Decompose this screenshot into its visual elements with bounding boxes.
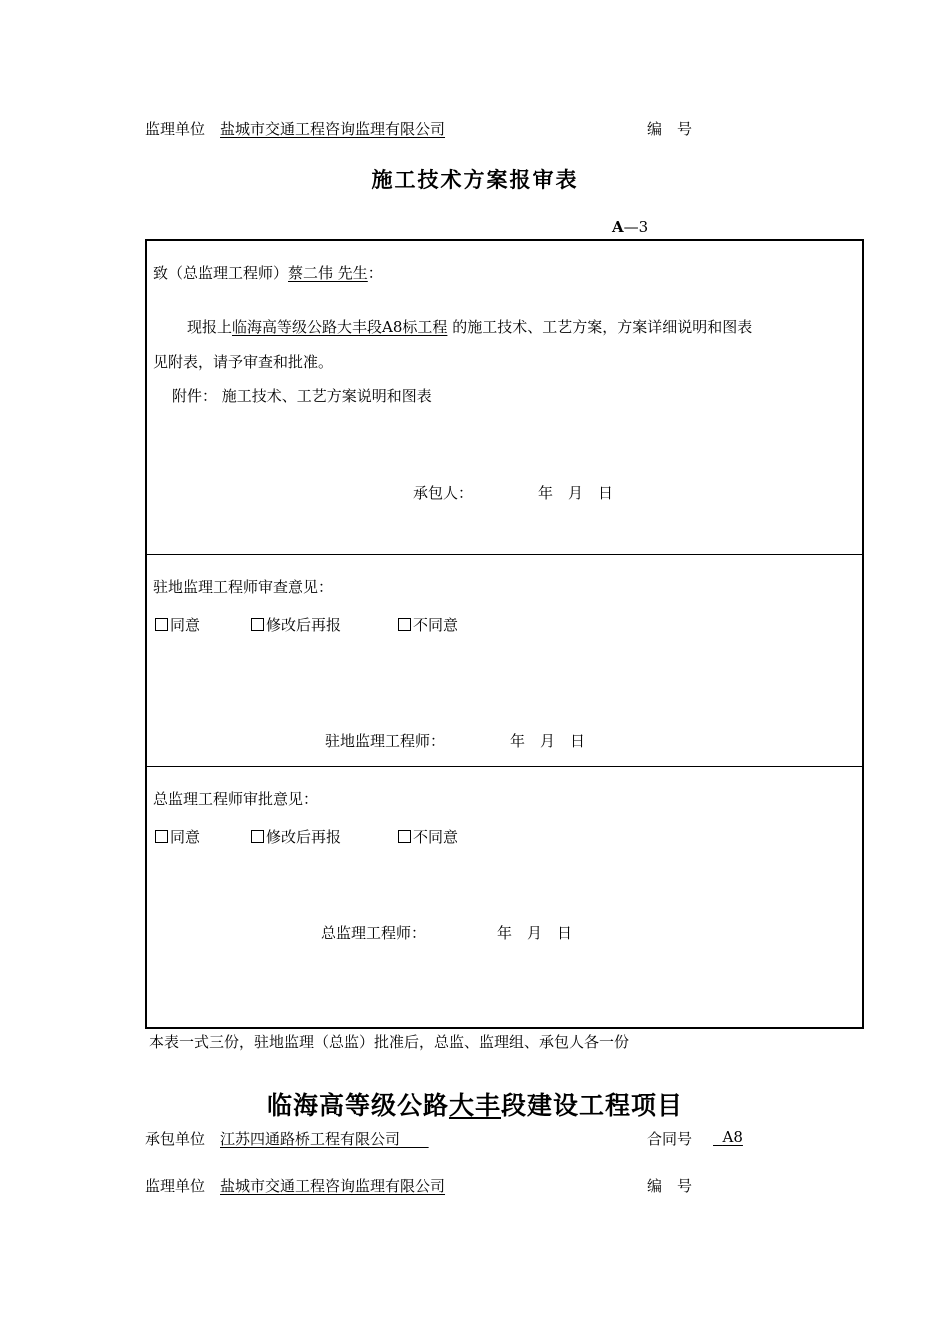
addressee-label: 致（总监理工程师） [153,264,289,282]
chief-signature-label: 总监理工程师： [321,924,427,942]
checkbox-icon [398,618,411,631]
project-title-part: 大丰 [448,1091,501,1120]
supervisor-label: 监理单位 [145,1177,206,1195]
option-label: 同意 [170,616,201,634]
contract-number: A8 [722,1128,743,1146]
contract-label: 合同号 [647,1130,693,1148]
checkbox-icon [251,830,264,843]
submission-prefix: 现报上 [187,318,233,336]
project-title-part: 段建设工程项目 [501,1091,684,1120]
submission-text-line2: 见附表，请予审查和批准。 [153,353,334,371]
resident-option-revise[interactable] [251,614,341,635]
contractor-date: 年 月 日 [538,484,614,502]
form-code-letter: A [612,218,624,236]
option-label: 不同意 [413,828,459,846]
supervisor-label: 监理单位 [145,120,206,138]
contractor-label: 承包单位 [145,1130,206,1148]
form-title: 施工技术方案报审表 [371,167,579,192]
contractor-name: 江苏四通路桥工程有限公司 [220,1130,401,1148]
checkbox-icon [251,618,264,631]
project-title-part: 临海高等级公路 [266,1091,449,1120]
supervisor-value: 盐城市交通工程咨询监理有限公司 [220,1177,446,1195]
option-label: 修改后再报 [266,828,342,846]
form-code-number: —3 [623,218,649,236]
attachment-line: 附件： 施工技术、工艺方案说明和图表 [172,387,432,405]
addressee-line [153,262,383,283]
submission-text [187,316,752,337]
checkbox-icon [155,618,168,631]
form-code [612,218,648,236]
resident-date: 年 月 日 [510,732,586,750]
contract-value [713,1128,743,1146]
resident-option-agree[interactable] [155,614,200,635]
project-title [0,1086,950,1122]
option-label: 同意 [170,828,201,846]
number-label: 编 号 [647,1177,693,1195]
resident-signature-label: 驻地监理工程师： [325,732,446,750]
chief-option-disagree[interactable] [398,826,458,847]
chief-review-title: 总监理工程师审批意见： [153,790,319,808]
checkbox-icon [398,830,411,843]
number-label: 编 号 [647,120,693,138]
resident-review-title: 驻地监理工程师审查意见： [153,578,334,596]
contractor-signature-label: 承包人： [413,484,474,502]
contractor-value [220,1128,429,1149]
supervisor-value: 盐城市交通工程咨询监理有限公司 [220,120,446,138]
section-divider [145,766,862,767]
addressee-suffix: ： [367,264,383,282]
addressee-name: 蔡二伟 先生 [288,264,368,282]
form-footnote: 本表一式三份，驻地监理（总监）批准后，总监、监理组、承包人各一份 [149,1033,630,1051]
checkbox-icon [155,830,168,843]
section-divider [145,554,862,555]
option-label: 不同意 [413,616,459,634]
chief-option-agree[interactable] [155,826,200,847]
resident-option-disagree[interactable] [398,614,458,635]
project-name: 临海高等级公路大丰段A8标工程 [232,318,448,336]
chief-option-revise[interactable] [251,826,341,847]
chief-date: 年 月 日 [497,924,573,942]
submission-suffix: 的施工技术、工艺方案，方案详细说明和图表 [452,318,753,336]
option-label: 修改后再报 [266,616,342,634]
